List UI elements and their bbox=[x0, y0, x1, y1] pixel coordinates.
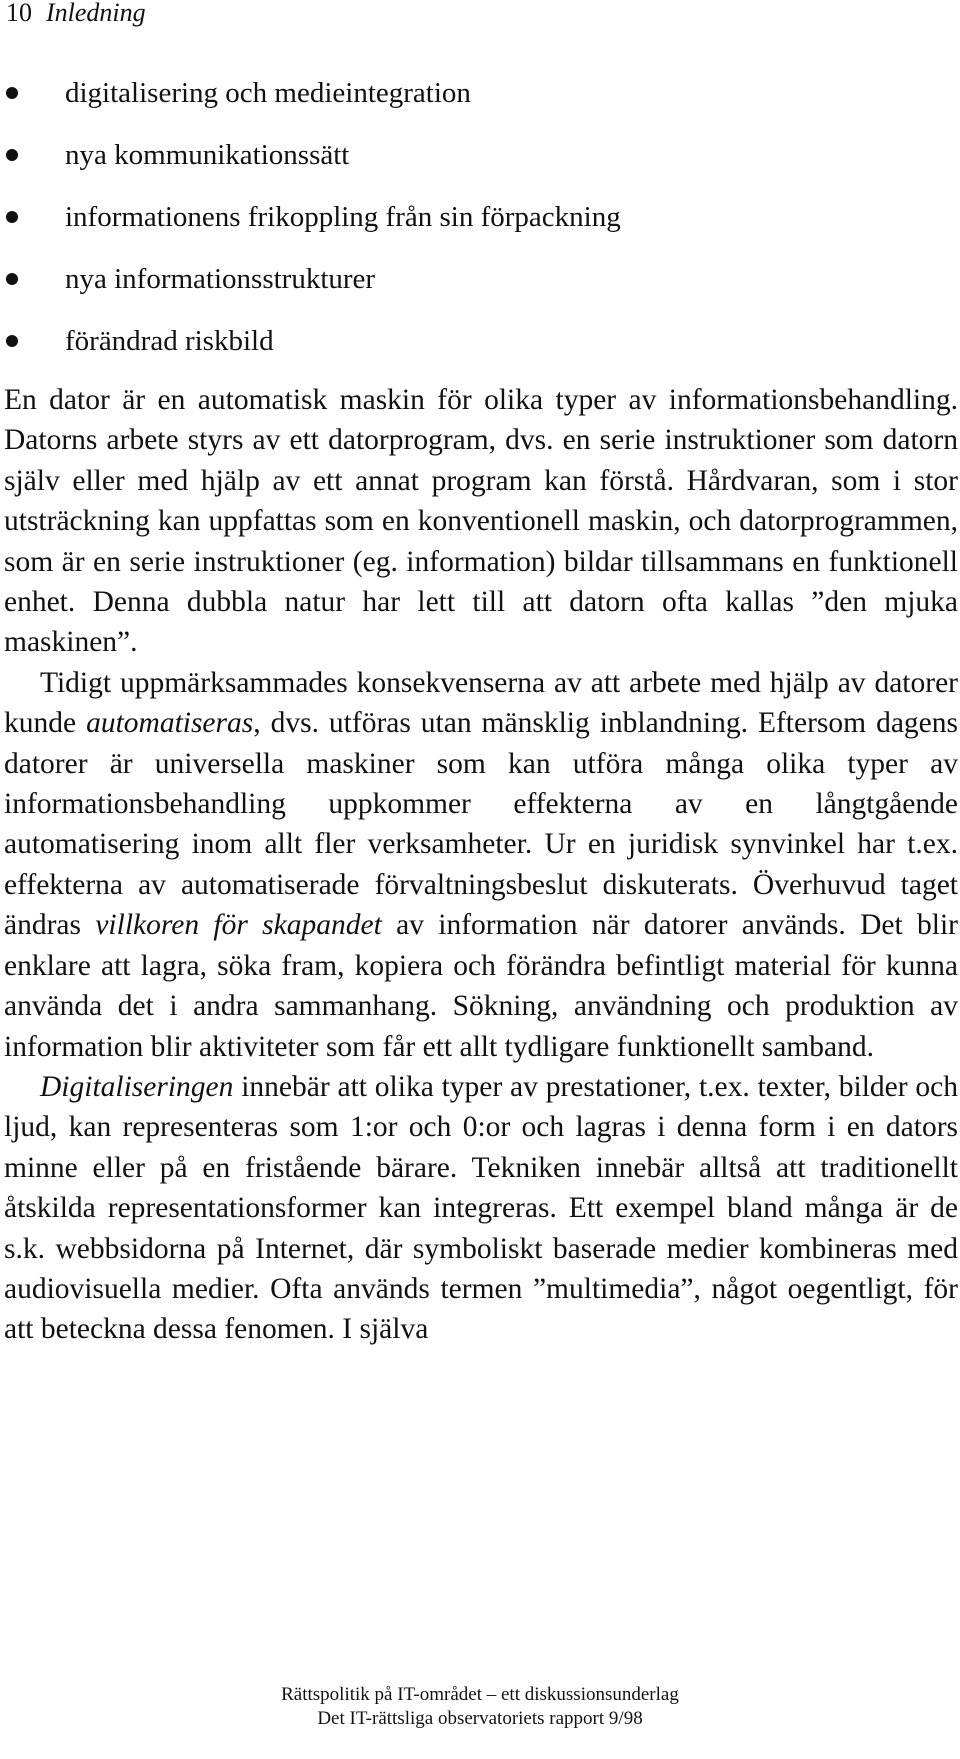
list-item-text: nya kommunikationssätt bbox=[65, 139, 350, 171]
list-item bbox=[0, 62, 960, 124]
bullet-icon bbox=[6, 149, 18, 161]
bullet-icon bbox=[6, 335, 18, 347]
list-item bbox=[0, 124, 960, 186]
list-item bbox=[0, 186, 960, 248]
bullet-icon bbox=[6, 87, 18, 99]
paragraph-text: av information när datorer används. Det blir enklare att lagra, söka fram, kopiera och förändra befintligt material för kunna använda det i andra sammanhang. Sökning, användning och produktion av information blir aktiviteter som får ett allt tydligare funktionellt samband. bbox=[4, 909, 958, 1063]
footer-line-1: Rättspolitik på IT-området – ett diskussionsunderlag bbox=[281, 1684, 679, 1705]
running-header bbox=[6, 0, 146, 28]
page-footer bbox=[0, 1683, 960, 1731]
footer-line-2: Det IT-rättsliga observatoriets rapport 9/98 bbox=[317, 1708, 643, 1729]
list-item-text: digitalisering och medieintegration bbox=[65, 77, 471, 109]
list-item bbox=[0, 310, 960, 372]
paragraph-dator bbox=[4, 380, 958, 663]
paragraph-text: , dvs. utföras utan mänsklig inblandning. Eftersom dagens datorer är universella maskiner som kan utföra många olika typer av informationsbehandling uppkommer effekterna av en långtgående automatisering inom allt fler verksamheter. Ur en juridisk synvinkel har t.ex. effekterna av automatiserade förvaltningsbeslut diskuterats. Överhuvud taget ändras bbox=[4, 707, 958, 942]
body-text bbox=[4, 380, 958, 1350]
bullet-list bbox=[0, 62, 960, 372]
paragraph-automatisering bbox=[4, 663, 958, 1067]
paragraph-text: Tidigt uppmärksammades konsekvenserna av att arbete med hjälp av datorer kunde bbox=[4, 666, 958, 740]
emphasis-digitaliseringen: Digitaliseringen bbox=[40, 1070, 234, 1103]
bullet-icon bbox=[6, 211, 18, 223]
list-item-text: informationens frikoppling från sin förpackning bbox=[65, 201, 621, 233]
list-item-text: förändrad riskbild bbox=[65, 325, 274, 357]
emphasis-villkoren: villkoren för skapandet bbox=[95, 909, 382, 942]
paragraph-digitalisering bbox=[4, 1067, 958, 1350]
paragraph-text: innebär att olika typer av prestationer, t.ex. texter, bilder och ljud, kan representeras som 1:or och 0:or och lagras i denna form i en dators minne eller på en fristående bärare. Tekniken innebär alltså att traditionellt åtskilda representationsformer kan integreras. Ett exempel bland många är de s.k. webbsidorna på Internet, där symboliskt baserade medier kombineras med audiovisuella medier. Ofta används termen ”multimedia”, något oegentligt, för att beteckna dessa fenomen. I själva bbox=[4, 1070, 958, 1346]
page-number: 10 bbox=[6, 0, 32, 27]
emphasis-automatiseras: automatiseras bbox=[86, 707, 254, 740]
chapter-title: Inledning bbox=[46, 0, 146, 27]
bullet-icon bbox=[6, 273, 18, 285]
list-item bbox=[0, 248, 960, 310]
paragraph-text: En dator är en automatisk maskin för olika typer av informationsbehandling. Datorns arbete styrs av ett datorprogram, dvs. en serie instruktioner som datorn själv eller med hjälp av ett annat program kan förstå. Hårdvaran, som i stor utsträckning kan uppfattas som en konventionell maskin, och datorprogrammen, som är en serie instruktioner (eg. information) bildar tillsammans en funktionell enhet. Denna dubbla natur har lett till att datorn ofta kallas ”den mjuka maskinen”. bbox=[4, 384, 958, 659]
list-item-text: nya informationsstrukturer bbox=[65, 263, 376, 295]
